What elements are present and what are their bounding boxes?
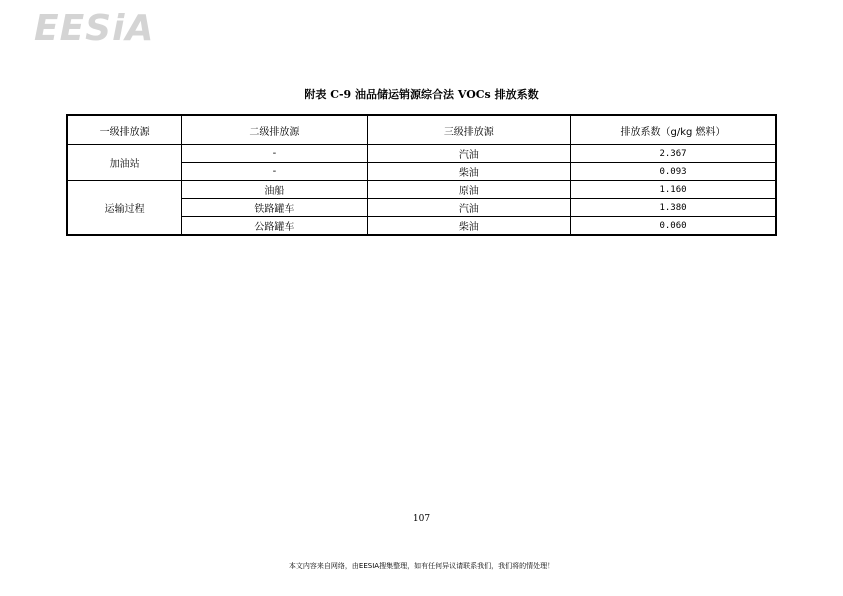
table-row	[67, 145, 776, 163]
tertiary-source-cell: 汽油	[367, 199, 570, 217]
tertiary-source-cell: 汽油	[367, 145, 570, 163]
page-number: 107	[412, 514, 431, 524]
secondary-source-cell: -	[182, 163, 367, 181]
header-primary-source: 一级排放源	[67, 115, 182, 145]
table-title: 附表 C-9 油品储运销源综合法 VOCs 排放系数	[304, 88, 539, 101]
primary-source-cell: 加油站	[67, 145, 182, 181]
secondary-source-cell: 铁路罐车	[182, 199, 367, 217]
header-emission-factor: 排放系数（g/kg 燃料）	[571, 115, 776, 145]
tertiary-source-cell: 原油	[367, 181, 570, 199]
primary-source-cell: 运输过程	[67, 181, 182, 236]
secondary-source-cell: -	[182, 145, 367, 163]
secondary-source-cell: 公路罐车	[182, 217, 367, 236]
emission-factor-cell: 0.060	[571, 217, 776, 236]
secondary-source-cell: 油船	[182, 181, 367, 199]
emission-factor-cell: 1.160	[571, 181, 776, 199]
footer-notice: 本文内容来自网络，由EESIA搜集整理，如有任何异议请联系我们，我们将的情处理！	[288, 562, 555, 570]
emission-factor-table	[66, 114, 777, 236]
emission-factor-cell: 0.093	[571, 163, 776, 181]
tertiary-source-cell: 柴油	[367, 217, 570, 236]
table-header-row	[67, 115, 776, 145]
eesia-logo: EESiA	[34, 8, 155, 49]
header-secondary-source: 二级排放源	[182, 115, 367, 145]
emission-factor-cell: 1.380	[571, 199, 776, 217]
table-row	[67, 181, 776, 199]
tertiary-source-cell: 柴油	[367, 163, 570, 181]
emission-factor-cell: 2.367	[571, 145, 776, 163]
header-tertiary-source: 三级排放源	[367, 115, 570, 145]
